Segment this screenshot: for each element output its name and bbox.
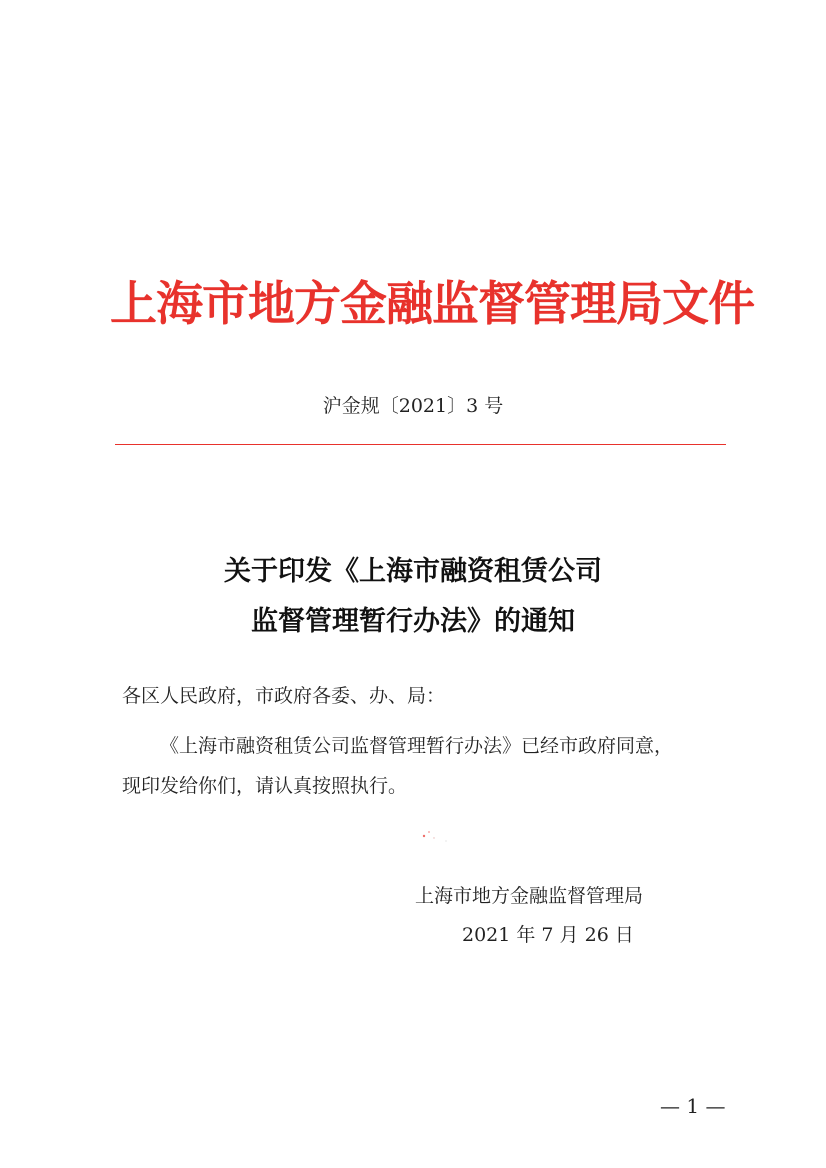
notice-title-line-1: 关于印发《上海市融资租赁公司 [224, 556, 602, 587]
notice-title [100, 547, 726, 647]
red-divider-line [115, 444, 726, 445]
page-number: — 1 — [660, 1094, 726, 1118]
document-number: 沪金规〔2021〕3 号 [322, 395, 504, 417]
notice-title-line-2: 监督管理暂行办法》的通知 [251, 606, 575, 637]
addressee-line: 各区人民政府，市政府各委、办、局： [122, 685, 446, 707]
issuer-redhead-title: 上海市地方金融监督管理局文件 [110, 277, 754, 332]
seal-residue-marks [420, 826, 460, 846]
body-paragraph-line-1: 《上海市融资租赁公司监督管理暂行办法》已经市政府同意， [160, 735, 674, 757]
signing-date: 2021 年 7 月 26 日 [462, 924, 634, 946]
signing-authority: 上海市地方金融监督管理局 [415, 885, 644, 907]
body-paragraph-line-2: 现印发给你们，请认真按照执行。 [122, 775, 408, 797]
